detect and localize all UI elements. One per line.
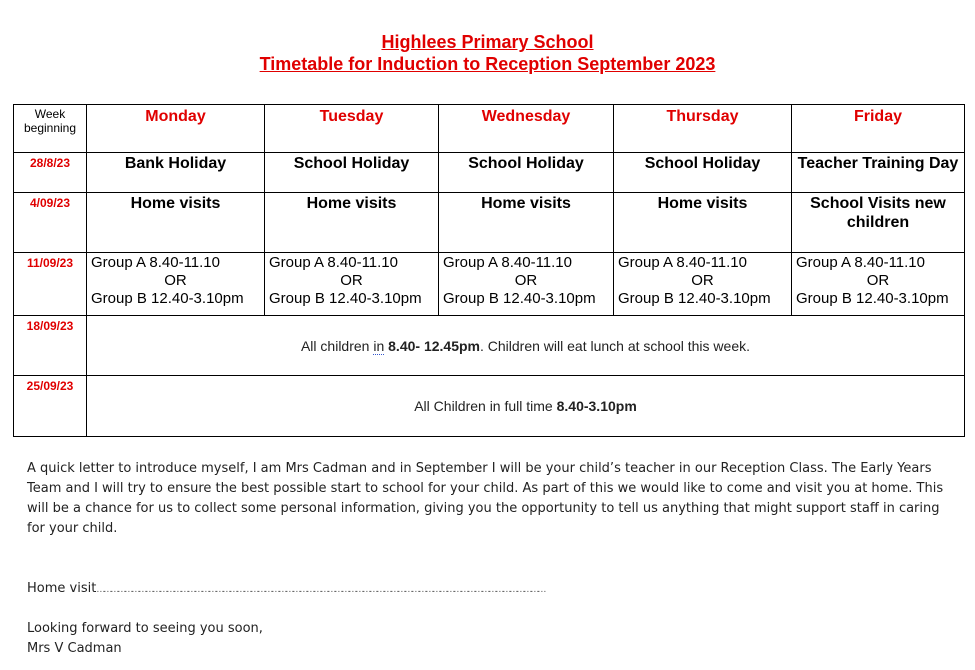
day-header-tuesday: Tuesday (265, 105, 439, 153)
table-cell: School Holiday (439, 153, 614, 193)
intro-letter-paragraph: A quick letter to introduce myself, I am Mrs Cadman and in September I will be your child’s teacher in our Reception Class. The Early Years Team and I will try to ensure the best possible start to school for your child. As part of this we would like to come and visit you at home. This will be a chance for us to collect some personal information, giving you the opportunity to tell us anything that might support staff in caring for your child. (27, 461, 944, 536)
group-times-cell: Group A 8.40-11.10 OR Group B 12.40-3.10pm (439, 253, 614, 316)
week-date: 18/09/23 (14, 316, 87, 376)
week-beginning-header: Week beginning (14, 105, 87, 153)
home-visit-line: Home visit………………………………………………………………………………………………………………………………………………………………………… (27, 581, 545, 596)
group-times-cell: Group A 8.40-11.10 OR Group B 12.40-3.10pm (614, 253, 792, 316)
week-date: 4/09/23 (14, 193, 87, 253)
table-cell: Home visits (265, 193, 439, 253)
timetable-title: Timetable for Induction to Reception September 2023 (259, 54, 716, 74)
week-date: 28/8/23 (14, 153, 87, 193)
table-cell: Bank Holiday (87, 153, 265, 193)
table-cell: Teacher Training Day (792, 153, 965, 193)
table-row (14, 376, 965, 437)
table-cell: School Visits new children (792, 193, 965, 253)
table-row (14, 153, 965, 193)
day-header-monday: Monday (87, 105, 265, 153)
header-row (14, 105, 965, 153)
day-header-wednesday: Wednesday (439, 105, 614, 153)
table-cell: Home visits (439, 193, 614, 253)
school-title: Highlees Primary School (381, 32, 594, 52)
group-times-cell: Group A 8.40-11.10 OR Group B 12.40-3.10pm (87, 253, 265, 316)
group-times-cell: Group A 8.40-11.10 OR Group B 12.40-3.10pm (792, 253, 965, 316)
table-cell: Home visits (87, 193, 265, 253)
signature-name: Mrs V Cadman (27, 641, 122, 656)
induction-timetable (13, 104, 965, 437)
table-cell: School Holiday (614, 153, 792, 193)
day-header-friday: Friday (792, 105, 965, 153)
day-header-thursday: Thursday (614, 105, 792, 153)
table-row (14, 253, 965, 316)
table-row (14, 316, 965, 376)
closing-line: Looking forward to seeing you soon, (27, 621, 263, 636)
group-times-cell: Group A 8.40-11.10 OR Group B 12.40-3.10pm (265, 253, 439, 316)
full-time-note: All Children in full time 8.40-3.10pm (87, 376, 965, 437)
all-children-morning-note: All children in 8.40- 12.45pm. Children will eat lunch at school this week. (87, 316, 965, 376)
table-cell: School Holiday (265, 153, 439, 193)
week-date: 25/09/23 (14, 376, 87, 437)
table-row (14, 193, 965, 253)
week-date: 11/09/23 (14, 253, 87, 316)
table-cell: Home visits (614, 193, 792, 253)
